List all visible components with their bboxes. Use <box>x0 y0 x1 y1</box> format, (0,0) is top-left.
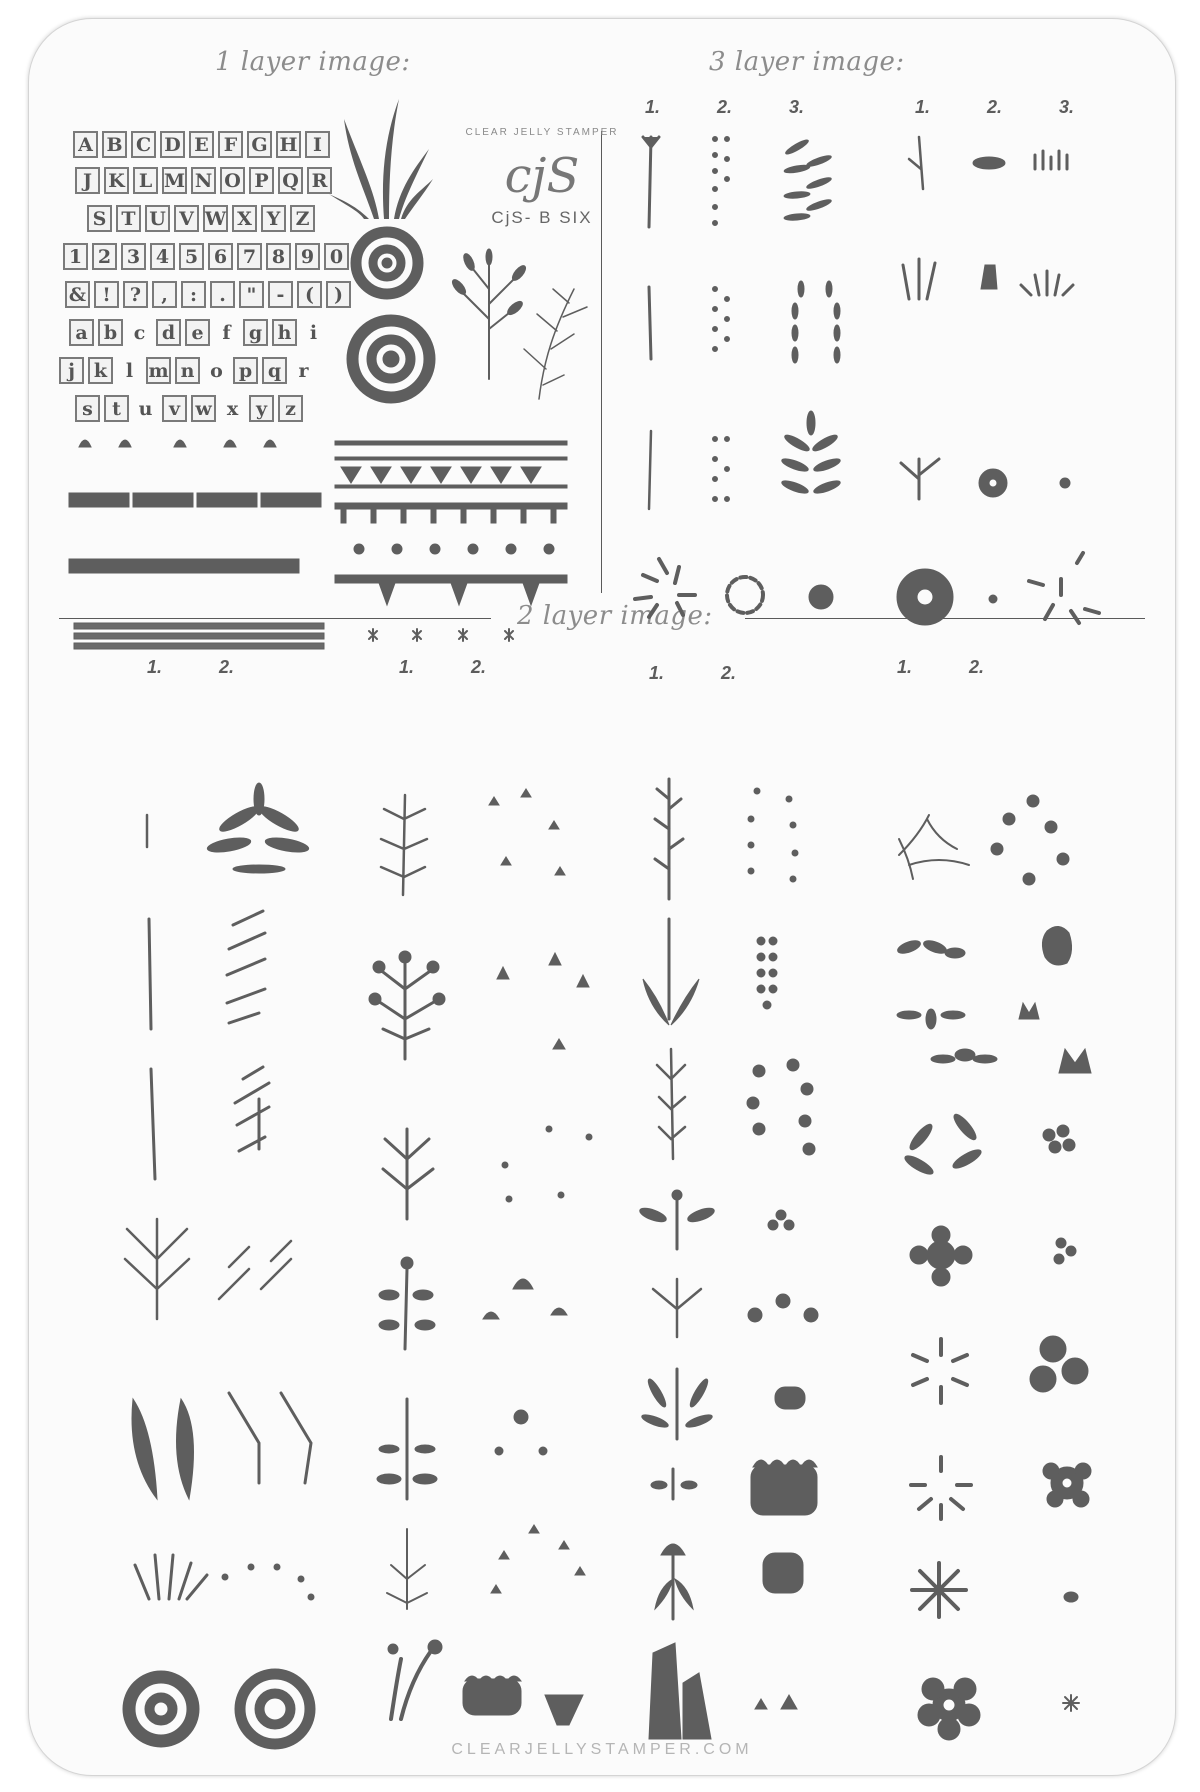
leaf-spray-stamp <box>784 138 833 221</box>
dot-stamp <box>989 595 997 603</box>
leaf-pair-stamp <box>132 1399 194 1499</box>
grass-stamp <box>643 919 699 1025</box>
star-flowers-stamp <box>991 795 1069 885</box>
letter-tile: j <box>59 357 84 384</box>
letter-tile: G <box>247 131 272 158</box>
branch-stamp <box>383 1129 433 1219</box>
heading-two-layer: 2 layer image: <box>517 601 713 631</box>
tulip-row-stamp <box>79 440 276 447</box>
dot-column-stamp <box>757 937 777 1009</box>
berry-cluster-stamp <box>768 1210 794 1230</box>
letter-tile: q <box>262 357 287 384</box>
letter-tile: f <box>222 321 231 344</box>
stem-stamp <box>909 137 923 189</box>
three-layer-number: 2. <box>717 97 733 117</box>
three-layer-number: 3. <box>789 97 805 117</box>
letter-tile: 0 <box>324 243 349 270</box>
scatter-dots-stamp <box>502 1126 592 1202</box>
sprig-stamp <box>379 1257 435 1349</box>
stem-stamp <box>649 431 651 509</box>
chevron-border-stamp <box>69 559 299 573</box>
website-footer: CLEARJELLYSTAMPER.COM <box>451 1741 753 1758</box>
tulip-stamp <box>1059 1049 1091 1073</box>
grass-stamp <box>1035 151 1067 169</box>
fern-leaf-stamp <box>206 783 309 873</box>
letter-tile: & <box>65 281 90 308</box>
tiny-star-stamp <box>1063 1695 1079 1711</box>
letter-tile: s <box>75 395 100 422</box>
dot-triangle-stamp <box>495 1410 547 1455</box>
letter-tile: 5 <box>179 243 204 270</box>
stem-stamp <box>643 137 659 227</box>
letter-tile: D <box>160 131 185 158</box>
letter-tile: w <box>191 395 216 422</box>
fern-stem-stamp <box>655 779 683 899</box>
letter-tile: a <box>69 319 94 346</box>
letter-tile: C <box>131 131 156 158</box>
letter-tile: u <box>138 397 153 420</box>
two-layer-number: 1. <box>399 657 415 677</box>
triangle-border-stamp <box>335 441 567 488</box>
brand-arc-text: CLEAR JELLY STAMPER <box>465 127 619 138</box>
sprig-stamp <box>391 1651 431 1719</box>
letter-tile: J <box>75 167 100 194</box>
sprig-stamp <box>388 1640 442 1654</box>
heading-one-layer: 1 layer image: <box>215 47 411 77</box>
letter-tile: ) <box>326 281 351 308</box>
branch-stamp <box>125 1219 189 1319</box>
letter-tile: Y <box>261 205 286 232</box>
grass-tuft-stamp <box>1021 271 1073 295</box>
sprig-stamp <box>377 1399 437 1499</box>
letter-tile: X <box>232 205 257 232</box>
flower-stamp <box>1043 1463 1091 1507</box>
heading-three-layer: 3 layer image: <box>709 47 905 77</box>
letter-tile: V <box>174 205 199 232</box>
letter-tile: F <box>218 131 243 158</box>
stem-stamp <box>649 287 651 359</box>
brand-logo: cjS <box>504 148 580 204</box>
letter-tile: , <box>152 281 177 308</box>
letter-tile: N <box>191 167 216 194</box>
flower-arch-stamp <box>747 1059 815 1155</box>
dot-column-stamp <box>713 437 730 502</box>
letter-tile: " <box>239 281 264 308</box>
two-layer-number: 1. <box>897 657 913 677</box>
leaf-pair-outline-stamp <box>229 1393 311 1483</box>
letter-tile: c <box>133 321 146 344</box>
letter-tile: ( <box>297 281 322 308</box>
letter-tile: M <box>162 167 187 194</box>
petal-stamp <box>981 265 997 289</box>
fern-stem-stamp <box>657 1049 685 1159</box>
dot-column-stamp <box>713 137 730 226</box>
three-layer-number: 2. <box>987 97 1003 117</box>
letter-tile: y <box>249 395 274 422</box>
letter-tile: v <box>162 395 187 422</box>
letter-tile: ? <box>123 281 148 308</box>
fern-outline-stamp <box>235 1067 269 1151</box>
three-layer-number: 3. <box>1059 97 1075 117</box>
two-layer-number: 2. <box>721 663 737 683</box>
letter-tile: g <box>243 319 268 346</box>
branch-pair-stamp <box>219 1241 291 1299</box>
letter-tile: 6 <box>208 243 233 270</box>
pennant-border-stamp <box>335 575 567 605</box>
dot-trio-stamp <box>748 1294 818 1322</box>
cactus-stamp <box>649 1643 711 1739</box>
sprig-stamp <box>651 1469 697 1499</box>
letter-tile: E <box>189 131 214 158</box>
burst-stamp <box>913 1339 967 1403</box>
poppy-stamp <box>897 569 953 625</box>
grass-tuft-stamp <box>135 1555 207 1599</box>
tiny-flowers-stamp <box>222 1564 314 1600</box>
three-layer-number: 1. <box>645 97 661 117</box>
letter-tile: L <box>133 167 158 194</box>
letter-tile: I <box>305 131 330 158</box>
dot-column-stamp <box>713 287 730 352</box>
dot-cluster-stamp <box>775 1387 805 1409</box>
letter-tile: O <box>220 167 245 194</box>
flower-stamp <box>910 1226 972 1286</box>
blob-stamp <box>1042 926 1071 965</box>
letter-tile: x <box>226 397 239 420</box>
scallop-small-stamp <box>545 1695 583 1725</box>
rose-stamp <box>347 315 435 403</box>
letter-tile: U <box>145 205 170 232</box>
two-layer-number: 2. <box>219 657 235 677</box>
stem-stamp <box>151 1069 155 1179</box>
flower-stamp <box>979 469 1007 497</box>
two-layer-number: 2. <box>969 657 985 677</box>
two-layer-number: 2. <box>471 657 487 677</box>
dot-arch-stamp <box>748 788 798 882</box>
letter-tile: - <box>268 281 293 308</box>
scallop-bowl-stamp <box>751 1460 817 1515</box>
sprig-stamp <box>640 1369 713 1439</box>
two-layer-number: 1. <box>147 657 163 677</box>
fern-outline-stamp <box>227 911 265 1023</box>
letter-tile: z <box>278 395 303 422</box>
rose-stamp <box>351 227 423 299</box>
letter-tile: P <box>249 167 274 194</box>
letter-tile: B <box>102 131 127 158</box>
letter-tile: n <box>175 357 200 384</box>
tulip-stem-stamp <box>655 1544 693 1619</box>
letter-tile: r <box>298 359 309 382</box>
letter-tile: t <box>104 395 129 422</box>
letter-tile: e <box>185 319 210 346</box>
letter-tile: h <box>272 319 297 346</box>
letter-tile: ! <box>94 281 119 308</box>
plate-code: CjS- B SIX <box>491 208 593 227</box>
letter-tile: S <box>87 205 112 232</box>
leaf-arch-stamp <box>792 281 840 363</box>
berry-cluster-stamp <box>1054 1238 1076 1264</box>
branch-dots-stamp <box>369 951 445 1005</box>
bud-arch-stamp <box>491 1525 585 1593</box>
fringe-border-stamp <box>335 503 567 523</box>
stamp-artwork <box>29 19 1175 1775</box>
letter-tile: . <box>210 281 235 308</box>
letter-tile: : <box>181 281 206 308</box>
rose-outline-stamp <box>235 1669 315 1749</box>
berry-trio-stamp <box>1030 1336 1088 1392</box>
dot-row-stamp <box>354 544 554 554</box>
burst-stamp <box>1029 553 1099 623</box>
bud-arch-stamp <box>489 789 565 875</box>
branch-stamp <box>381 795 427 895</box>
grass-tuft-stamp <box>329 99 433 219</box>
spiky-flower-stamp <box>912 1563 966 1617</box>
letter-tile: p <box>233 357 258 384</box>
letter-tile: k <box>88 357 113 384</box>
letter-tile: T <box>116 205 141 232</box>
leaf-spray-stamp <box>903 1112 984 1178</box>
sprig-stamp <box>638 1190 716 1249</box>
sprig-stamp <box>387 1529 427 1609</box>
letter-tile: m <box>146 357 171 384</box>
flower-stamp <box>918 1678 980 1740</box>
letter-tile: l <box>125 359 134 382</box>
letter-tile: Z <box>290 205 315 232</box>
ring-stamp <box>727 577 763 613</box>
bud-stamp <box>497 953 589 1049</box>
stem-stamp <box>901 459 939 499</box>
three-layer-number: 1. <box>915 97 931 117</box>
dot-border-stamp <box>74 623 324 649</box>
letter-tile: i <box>309 321 318 344</box>
stem-stamp <box>149 919 151 1029</box>
dot-stamp <box>809 585 833 609</box>
grass-stamp <box>903 259 935 299</box>
letter-tile: 9 <box>295 243 320 270</box>
bud-stamp <box>483 1279 567 1319</box>
leaf-trio-stamp <box>897 1009 965 1029</box>
letter-tile: 3 <box>121 243 146 270</box>
leaf-trio-stamp <box>931 1049 997 1063</box>
leaf-spray-stamp <box>780 411 841 496</box>
dot-stamp <box>1064 1592 1078 1602</box>
letter-tile: o <box>210 359 223 382</box>
fern-stamp <box>524 289 587 399</box>
letter-tile: 1 <box>63 243 88 270</box>
dot-stamp <box>1060 478 1070 488</box>
letter-tile: 8 <box>266 243 291 270</box>
tulip-stamp <box>1019 1003 1039 1019</box>
letter-tile: K <box>104 167 129 194</box>
letter-tile: W <box>203 205 228 232</box>
burst-stamp <box>635 559 695 617</box>
petal-stamp <box>973 157 1005 169</box>
letter-tile: Q <box>278 167 303 194</box>
scallop-bowl-stamp <box>463 1676 521 1715</box>
dot-cluster-stamp <box>763 1553 803 1593</box>
letter-tile: 7 <box>237 243 262 270</box>
wispy-branch-stamp <box>899 815 969 879</box>
rose-stamp <box>123 1671 199 1747</box>
letter-tile: R <box>307 167 332 194</box>
branch-stamp <box>375 959 439 1059</box>
asterisk-row-stamp <box>369 629 513 641</box>
stamping-plate <box>28 18 1176 1776</box>
fork-stem-stamp <box>653 1279 701 1337</box>
berry-cluster-stamp <box>1043 1125 1075 1153</box>
two-layer-number: 1. <box>649 663 665 683</box>
letter-tile: 4 <box>150 243 175 270</box>
leaf-trio-stamp <box>896 938 965 958</box>
chevron-border-stamp <box>69 493 321 507</box>
sprig-stamp <box>459 259 519 379</box>
bud-pair-stamp <box>755 1695 797 1709</box>
letter-tile: 2 <box>92 243 117 270</box>
letter-tile: H <box>276 131 301 158</box>
letter-tile: A <box>73 131 98 158</box>
burst-stamp <box>911 1457 971 1519</box>
letter-tile: d <box>156 319 181 346</box>
letter-tile: b <box>98 319 123 346</box>
